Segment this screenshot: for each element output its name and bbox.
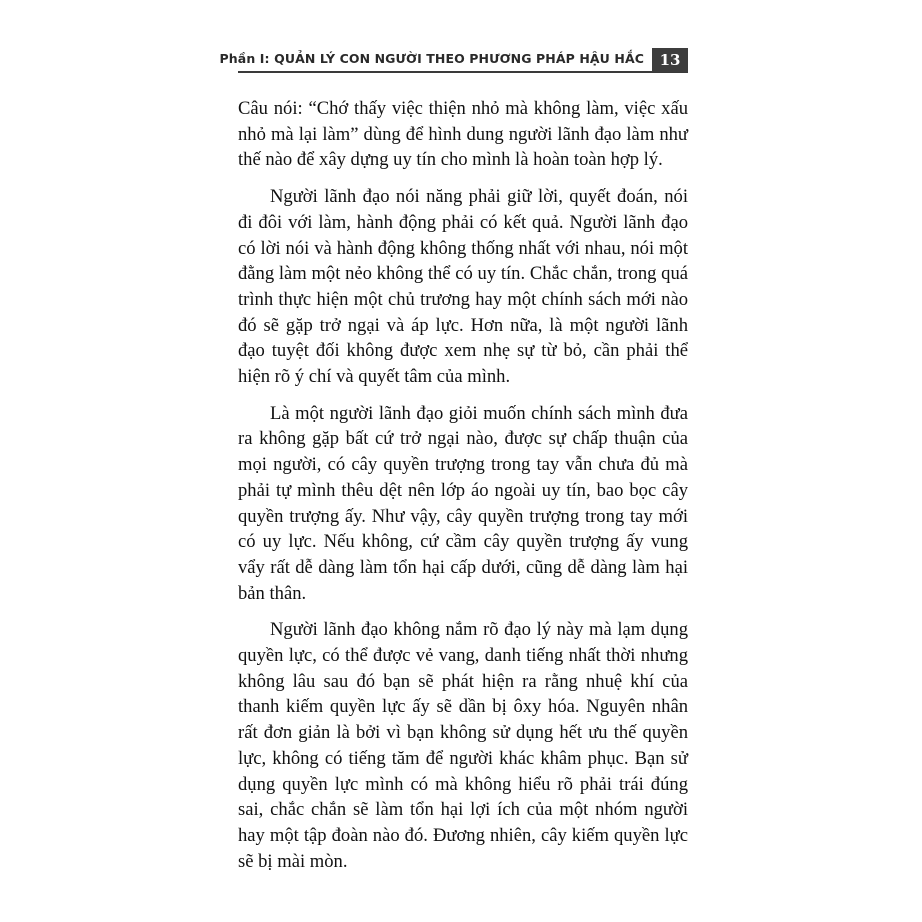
- paragraph-3: Là một người lãnh đạo giỏi muốn chính sách mình đưa ra không gặp bất cứ trở ngại nào, được sự chấp thuận của mọi người, có cây quyền trượng trong tay vẫn chưa đủ mà phải tự mình thêu dệt nên lớp áo ngoài uy tín, bao bọc cây quyền trượng ấy. Như vậy, cây quyền trượng trong tay mới có uy lực. Nếu không, cứ cầm cây quyền trượng ấy vung vẩy rất dễ dàng làm tổn hại cấp dưới, cũng dễ dàng làm hại bản thân.: [238, 402, 688, 604]
- paragraph-2: Người lãnh đạo nói năng phải giữ lời, quyết đoán, nói đi đôi với làm, hành động phải có kết quả. Người lãnh đạo có lời nói và hành động không thống nhất với nhau, nói một đằng làm một nẻo không thể có uy tín. Chắc chắn, trong quá trình thực hiện một chủ trương hay một chính sách mới nào đó sẽ gặp trở ngại và áp lực. Hơn nữa, là một người lãnh đạo tuyệt đối không được xem nhẹ sự từ bỏ, cần phải thể hiện rõ ý chí và quyết tâm của mình.: [238, 186, 688, 388]
- page-number: 13: [652, 48, 688, 72]
- paragraph-4: Người lãnh đạo không nắm rõ đạo lý này mà lạm dụng quyền lực, có thể được vẻ vang, danh tiếng nhất thời nhưng không lâu sau đó bạn sẽ phát hiện ra rằng nhuệ khí của thanh kiếm quyền lực ấy sẽ dần bị ôxy hóa. Nguyên nhân rất đơn giản là bởi vì bạn không sử dụng hết ưu thế quyền lực, không có tiếng tăm để người khác khâm phục. Bạn sử dụng quyền lực mình có mà không hiểu rõ phải trái đúng sai, chắc chắn sẽ làm tổn hại lợi ích của một nhóm người hay một tập đoàn nào đó. Đương nhiên, cây kiếm quyền lực sẽ bị mài mòn.: [238, 619, 688, 872]
- header-title: Phần I: QUẢN LÝ CON NGƯỜI THEO PHƯƠNG PHÁP HẬU HẮC: [219, 51, 644, 66]
- body-text: [238, 96, 688, 885]
- header-rule: [238, 71, 688, 73]
- paragraph-1: Câu nói: “Chớ thấy việc thiện nhỏ mà không làm, việc xấu nhỏ mà lại làm” dùng để hình dung người lãnh đạo làm như thế nào để xây dựng uy tín cho mình là hoàn toàn hợp lý.: [238, 98, 688, 171]
- running-header: [219, 48, 688, 72]
